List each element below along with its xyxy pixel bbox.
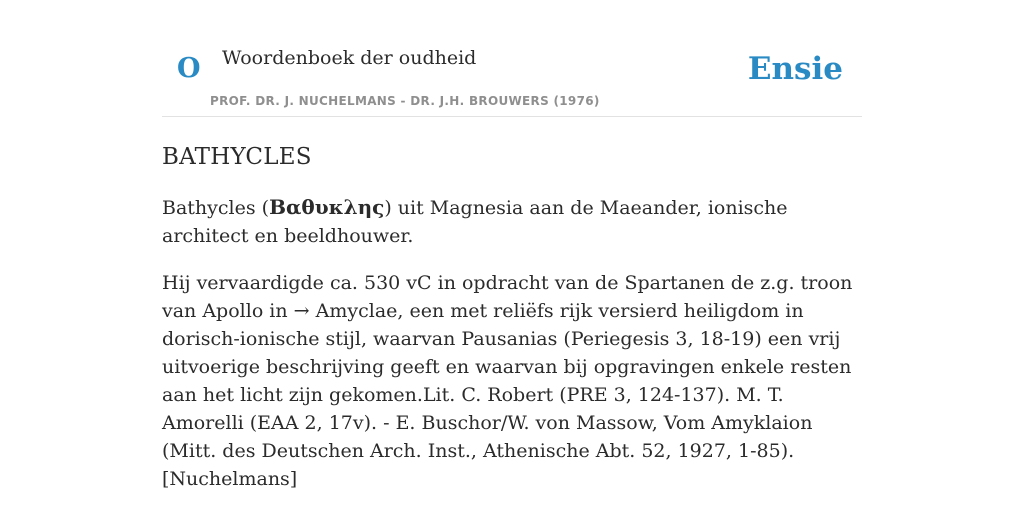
entry-paragraph-intro bbox=[162, 193, 862, 250]
amyclae-link[interactable] bbox=[294, 300, 398, 322]
page-container bbox=[162, 0, 862, 493]
amyclae-link-label: Amyclae bbox=[315, 300, 398, 322]
book-letter[interactable]: O bbox=[177, 53, 201, 84]
entry-paragraph-body bbox=[162, 269, 862, 493]
ensie-logo[interactable]: Ensie bbox=[747, 51, 843, 87]
body-text-end: , een met reliëfs rijk versierd heiligdom in dorisch-ionische stijl, waarvan Pausanias (Periegesis 3, 18-19) een vrij uitvoerige beschrijving geeft en waarvan bij opgravingen enkele resten aan het licht zijn gekomen.Lit. C. Robert (PRE 3, 124-137). M. T. Amorelli (EAA 2, 17v). - E. Buschor/W. von Massow, Vom Amyklaion (Mitt. des Deutschen Arch. Inst., Athenische Abt. 52, 1927, 1-85). [Nuchelmans] bbox=[162, 300, 852, 490]
book-title[interactable]: Woordenboek der oudheid bbox=[222, 47, 477, 69]
book-authors: PROF. DR. J. NUCHELMANS - DR. J.H. BROUWERS (1976) bbox=[210, 94, 600, 108]
book-header bbox=[162, 0, 862, 117]
entry-title: BATHYCLES bbox=[162, 144, 312, 170]
greek-name: Βαθυκλης bbox=[269, 195, 385, 219]
intro-text-start: Bathycles ( bbox=[162, 197, 270, 219]
intro-text-end: ) uit Magnesia aan de Maeander, ionische architect en beeldhouwer. bbox=[162, 197, 788, 247]
body-text-start: Hij vervaardigde ca. 530 vC in opdracht van de Spartanen de z.g. troon van Apollo in bbox=[162, 272, 853, 322]
arrow-right-icon: → bbox=[293, 300, 310, 322]
